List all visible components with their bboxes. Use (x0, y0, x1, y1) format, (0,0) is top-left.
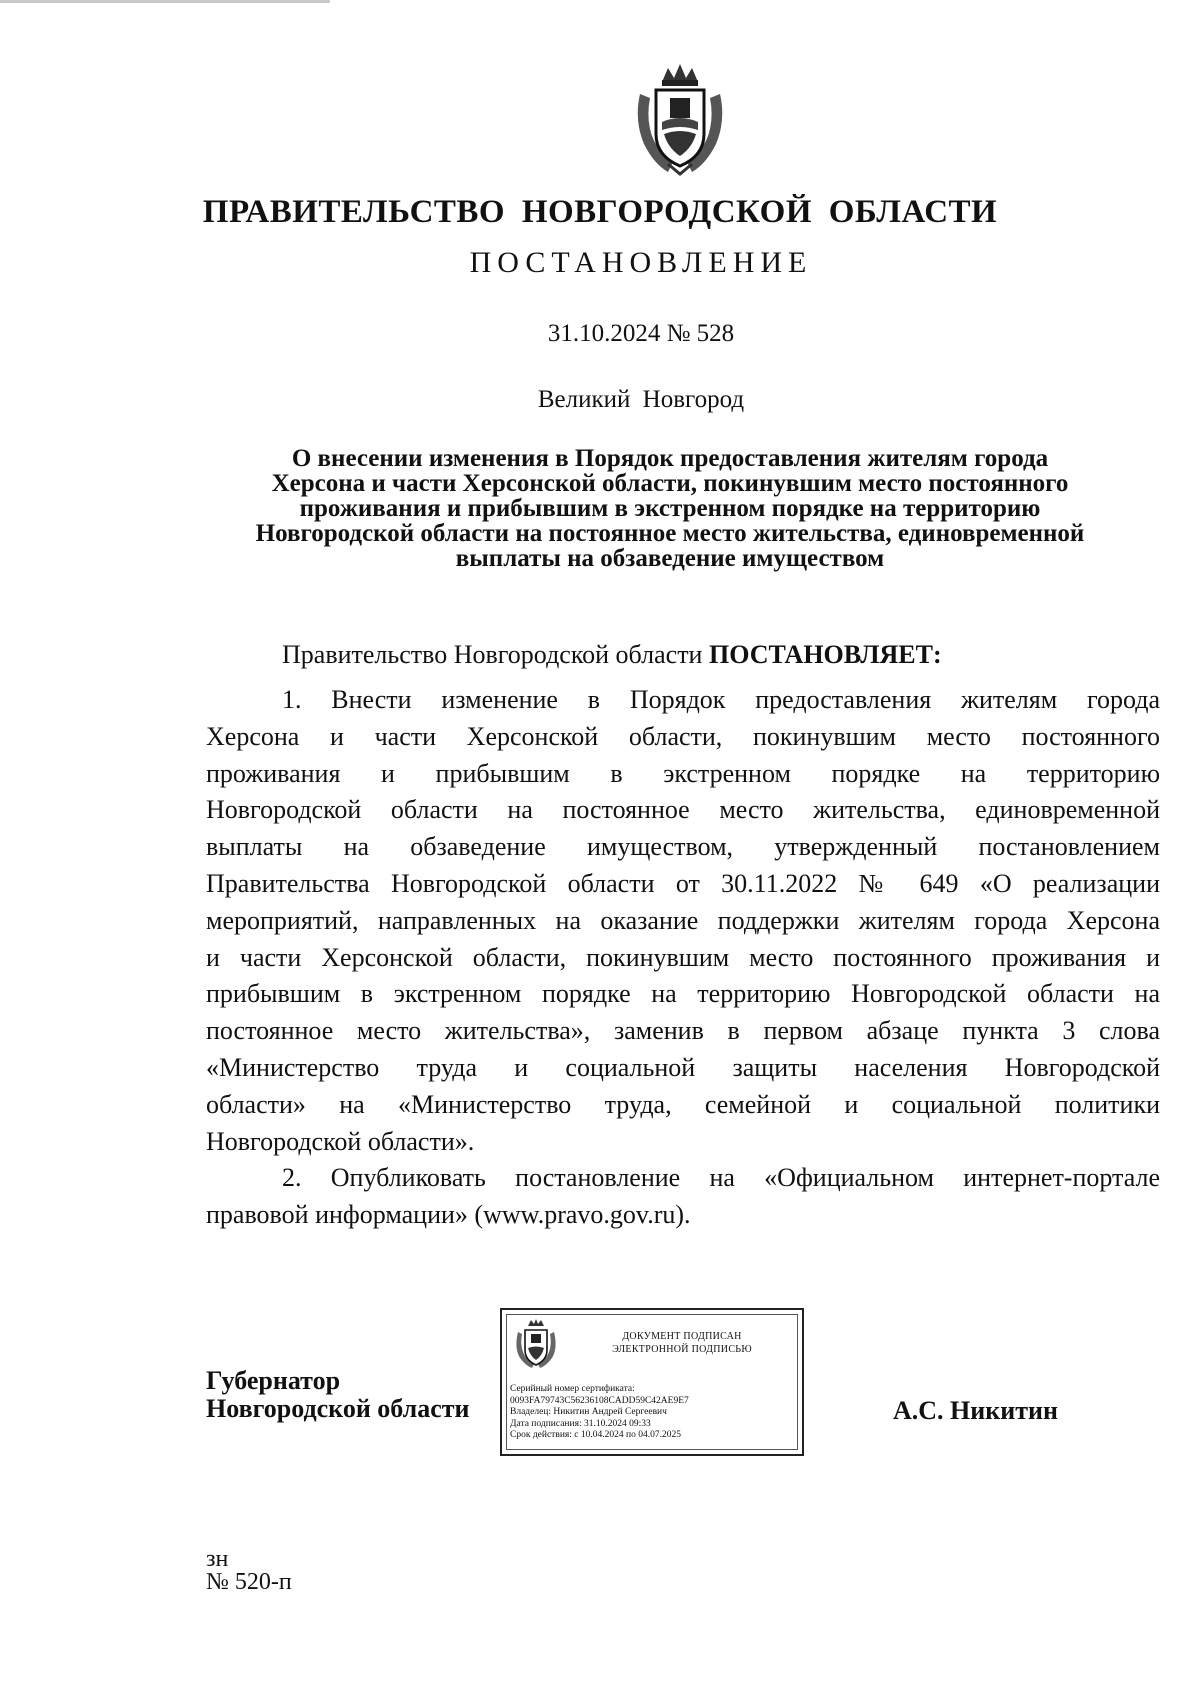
document-type: ПОСТАНОВЛЕНИЕ (469, 246, 813, 279)
signer-title-line: Губернатор (206, 1366, 341, 1395)
scan-edge (0, 0, 330, 3)
preamble-emphasis: ПОСТАНОВЛЯЕТ: (708, 640, 942, 669)
body-line: Херсона и части Херсонской области, покинувшим место постоянного (206, 721, 1160, 751)
footer-note (206, 1548, 292, 1594)
novgorod-coat-of-arms-icon (632, 60, 728, 178)
subject-line: проживания и прибывшим в экстренном порядке на территорию (299, 495, 1041, 522)
subject-line: выплаты на обзаведение имуществом (455, 545, 885, 572)
body-line: 2. Опубликовать постановление на «Официальном интернет-портале (282, 1163, 1160, 1193)
signer-name: А.С. Никитин (893, 1396, 1058, 1425)
stamp-serial: 0093FA79743C56236108CADD59C42AE9E7 (510, 1395, 689, 1406)
signer-title-line: Новгородской области (206, 1394, 470, 1423)
preamble-text: Правительство Новгородской области (282, 640, 709, 669)
footer-number: № 520-п (206, 1569, 292, 1595)
body-line: «Министерство труда и социальной защиты населения Новгородской (206, 1052, 1160, 1082)
body-line: правовой информации» (www.pravo.gov.ru). (206, 1200, 691, 1230)
government-name: ПРАВИТЕЛЬСТВО НОВГОРОДСКОЙ ОБЛАСТИ (202, 194, 998, 230)
stamp-signed-date: Дата подписания: 31.10.2024 09:33 (510, 1418, 651, 1429)
body-line: и части Херсонской области, покинувшим место постоянного проживания и (206, 942, 1160, 972)
footer-initials: зн (206, 1546, 229, 1572)
preamble (282, 640, 942, 670)
body-line: области» на «Министерство труда, семейной и социальной политики (206, 1089, 1160, 1119)
document-date-number: 31.10.2024 № 528 (547, 320, 735, 347)
stamp-heading-line: ДОКУМЕНТ ПОДПИСАН (622, 1331, 742, 1342)
stamp-heading (582, 1330, 782, 1356)
subject-line: О внесении изменения в Порядок предоставления жителям города (291, 445, 1049, 472)
body-line: 1. Внести изменение в Порядок предоставления жителям города (282, 685, 1160, 714)
stamp-heading-line: ЭЛЕКТРОННОЙ ПОДПИСЬЮ (612, 1344, 752, 1355)
body-line: постоянное место жительства», заменив в первом абзаце пункта 3 слова (206, 1016, 1160, 1046)
stamp-serial-label: Серийный номер сертификата: (510, 1384, 635, 1394)
body-line: мероприятий, направленных на оказание поддержки жителям города Херсона (206, 905, 1160, 935)
stamp-coat-of-arms-icon (514, 1318, 558, 1370)
document-subject (200, 446, 1140, 571)
body-line: прибывшим в экстренном порядке на территорию Новгородской области на (206, 979, 1160, 1009)
stamp-validity: Срок действия: с 10.04.2024 по 04.07.2025 (510, 1430, 681, 1440)
body-line: Новгородской области на постоянное место жительства, единовременной (206, 795, 1160, 825)
subject-line: Новгородской области на постоянное место жительства, единовременной (255, 520, 1085, 547)
document-body (206, 682, 1160, 1234)
body-line: Новгородской области». (206, 1126, 475, 1156)
document-city: Великий Новгород (537, 386, 745, 413)
body-line: проживания и прибывшим в экстренном порядке на территорию (206, 758, 1160, 788)
body-line: выплаты на обзаведение имуществом, утвержденный постановлением (206, 832, 1160, 862)
signer-title (206, 1367, 470, 1423)
subject-line: Херсона и части Херсонской области, покинувшим место постоянного (271, 470, 1069, 497)
body-line: Правительства Новгородской области от 30.11.2022 № 649 «О реализации (206, 868, 1160, 898)
stamp-details (510, 1384, 800, 1442)
stamp-owner: Владелец: Никитин Андрей Сергеевич (510, 1407, 667, 1417)
electronic-signature-stamp (500, 1308, 804, 1456)
